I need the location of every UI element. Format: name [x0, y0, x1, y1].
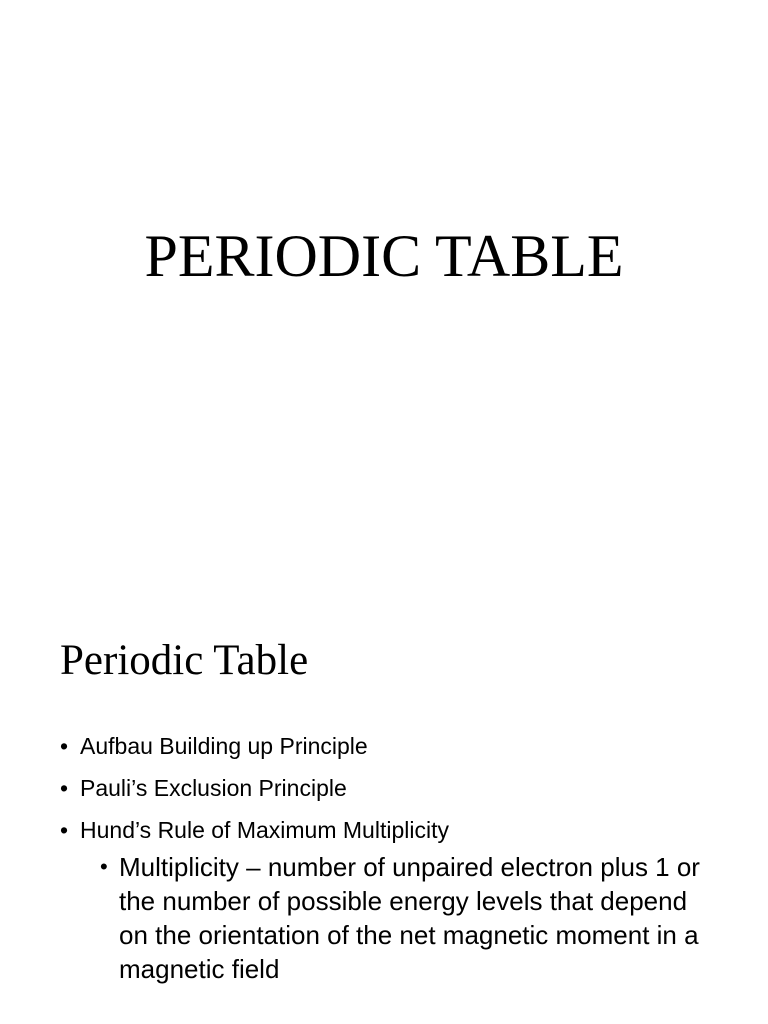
- sub-bullet-text: Multiplicity – number of unpaired electron plus 1 or the number of possible energy levels that depend on the orientation of the net magnetic moment in a magnetic field: [119, 852, 700, 984]
- bullet-text: Hund’s Rule of Maximum Multiplicity: [80, 817, 449, 843]
- bullet-dot-icon: •: [60, 775, 69, 801]
- bullet-item-aufbau: [60, 732, 730, 760]
- content-slide-title: Periodic Table: [60, 637, 309, 684]
- bullet-text: Pauli’s Exclusion Principle: [80, 775, 347, 801]
- bullet-text: Aufbau Building up Principle: [80, 733, 368, 759]
- bullet-item-hund: [60, 816, 730, 844]
- bullet-dot-icon: •: [60, 817, 69, 843]
- bullet-list: [60, 732, 730, 986]
- content-slide: [0, 576, 768, 1024]
- bullet-item-pauli: [60, 774, 730, 802]
- slide-title: PERIODIC TABLE: [144, 223, 624, 289]
- sub-bullet-item-multiplicity: [100, 850, 709, 986]
- bullet-dot-icon: •: [60, 733, 69, 759]
- sub-bullet-dot-icon: •: [100, 854, 108, 879]
